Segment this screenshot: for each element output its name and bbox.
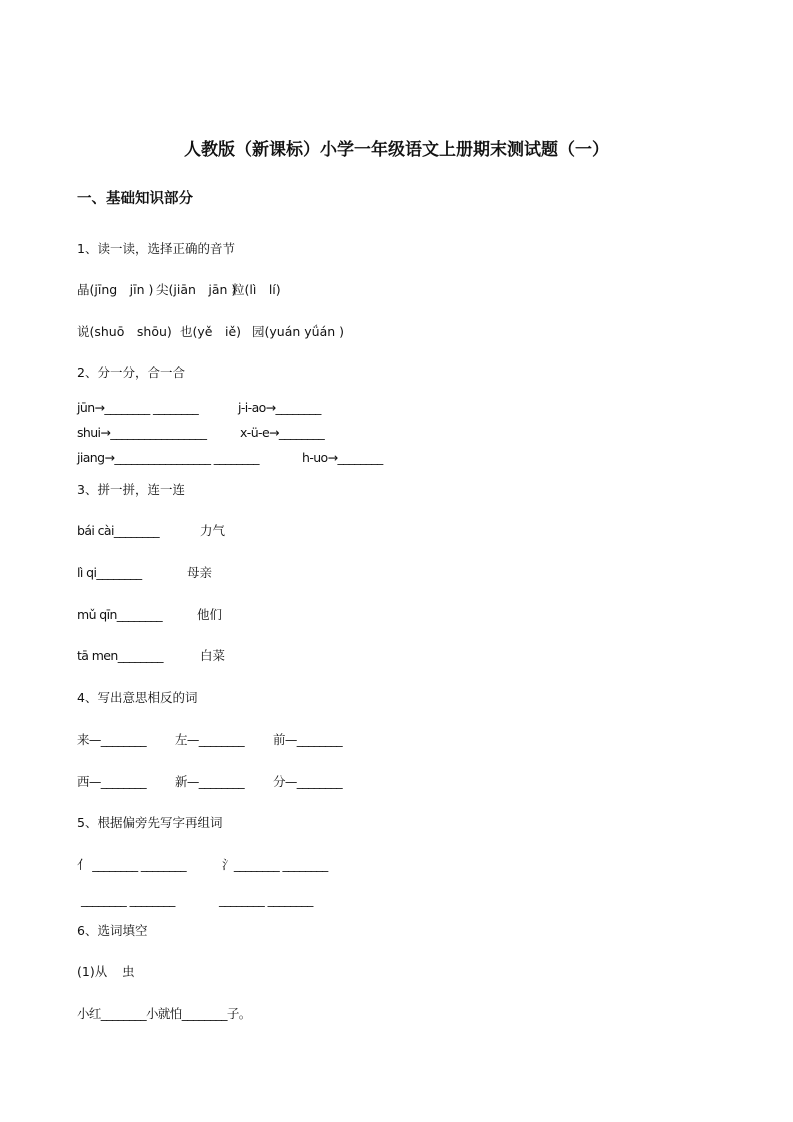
q2-item: shui→_________________ <box>77 425 207 440</box>
q3-word: 母亲 <box>187 565 213 580</box>
q4-item: 西—________ <box>77 774 147 789</box>
q5-item: 氵________ ________ <box>222 857 328 872</box>
question-1-heading: 1、读一读，选择正确的音节 <box>77 241 235 256</box>
q4-item: 新—________ <box>175 774 245 789</box>
question-4-heading: 4、写出意思相反的词 <box>77 690 198 705</box>
q6-sentence: 小红________小就怕________子。 <box>77 1006 251 1021</box>
page-title: 人教版（新课标）小学一年级语文上册期末测试题（一） <box>184 140 609 160</box>
q3-pinyin: bái cài________ <box>77 523 160 538</box>
q4-item: 左—________ <box>175 732 245 747</box>
q5-item: 亻 ________ ________ <box>77 857 187 872</box>
q2-item: j-i-ao→________ <box>238 400 321 415</box>
question-3-heading: 3、拼一拼，连一连 <box>77 482 185 497</box>
section-heading: 一、基础知识部分 <box>77 191 193 207</box>
q3-pinyin: tā men________ <box>77 648 163 663</box>
question-2-heading: 2、分一分，合一合 <box>77 365 185 380</box>
q4-item: 前—________ <box>273 732 343 747</box>
q3-pinyin: lì qi________ <box>77 565 142 580</box>
q6-option: 虫 <box>122 964 135 979</box>
q2-item: x-ü-e→________ <box>240 425 325 440</box>
question-6-heading: 6、选词填空 <box>77 923 148 938</box>
question-5-heading: 5、根据偏旁先写字再组词 <box>77 815 223 830</box>
q1-item: 说(shuō shōu) <box>77 324 172 339</box>
q3-pinyin: mǔ qīn________ <box>77 607 163 622</box>
q2-item: jiang→_________________ ________ <box>77 450 259 465</box>
q2-item: h-uo→________ <box>302 450 383 465</box>
q3-word: 白菜 <box>200 648 226 663</box>
q5-item: ________ ________ <box>219 892 313 907</box>
q5-item: ________ ________ <box>81 892 175 907</box>
q4-item: 分—________ <box>273 774 343 789</box>
q2-item: jūn→________ ________ <box>77 400 199 415</box>
q1-item: 园(yuán yǘán ) <box>252 324 345 339</box>
q1-item: 也(yě iě) <box>180 324 242 339</box>
q3-word: 力气 <box>200 523 226 538</box>
q1-item: 尖(jiān jān ) <box>156 282 237 297</box>
q3-word: 他们 <box>197 607 223 622</box>
q4-item: 来—________ <box>77 732 147 747</box>
q1-item: 粒(lì lí) <box>232 282 281 297</box>
q1-item: 晶(jīng jīn ) <box>77 282 154 297</box>
q6-option: (1)从 <box>77 964 108 979</box>
